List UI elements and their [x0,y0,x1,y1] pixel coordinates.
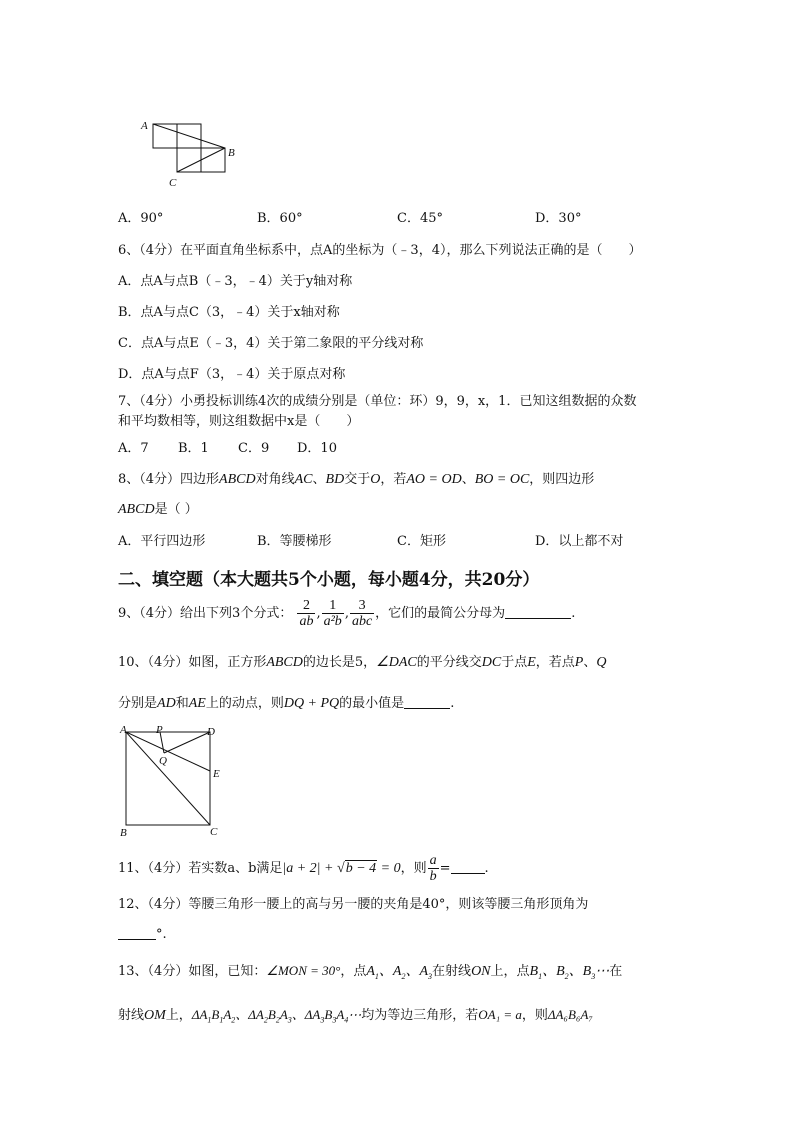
answer-blank[interactable] [118,927,156,940]
q13-line1: 13、（4分）如图，已知：∠MON = 30°，点$A_1$、$A_2$、$A_3$在射线ON上，点$B_1$、$B_2$、$B_3\cdots$在 [118,963,623,981]
answer-blank[interactable] [451,861,485,874]
q5-option-c: C．45° [397,211,443,226]
q10-line1: 10、（4分）如图，正方形ABCD的边长是5，∠DAC的平分线交DC于点E，若点P、Q [118,655,607,670]
condition-expression: |a + 2| + √b − 4 = 0 [282,861,401,876]
q5-option-a: A．90° [118,211,164,226]
q10-line2: 分别是AD和AE上的动点，则DQ + PQ的最小值是 . [118,696,455,711]
label-c: C [210,826,218,838]
fraction-a-b: $\frac{a}{b}$ [429,853,437,884]
section-heading-fill-in: 二、填空题（本大题共5个小题，每小题4分，共20分） [118,570,540,590]
q9: 9、（4分）给出下列3个分式： $\frac{2}{ab}$ , $\frac{1}{\text{a²b}}$ , $\frac{3}{\text{abc}}$ ，它们的最简公分母为 . [118,598,576,629]
q7-line1: 7、（4分）小勇投标训练4次的成绩分别是（单位：环）9，9，x，1．已知这组数据的众数 [118,394,637,409]
segment-qd [164,732,210,753]
q7-option-c: C．9 [238,441,270,456]
q5-option-b: B．60° [257,211,303,226]
q12-line2: °. [118,927,167,942]
label-p: P [156,724,163,736]
q8-line1: 8、（4分）四边形ABCD对角线AC、BD交于O，若AO = OD、BO = OC，则四边形 [118,472,595,487]
q6-option-a: A．点A与点B（﹣3，﹣4）关于y轴对称 [118,274,353,289]
fraction-3-abc: $\frac{3}{\text{abc}}$ [351,598,373,629]
q7-line2: 和平均数相等，则这组数据中x是（ ） [118,414,360,429]
segment-ab [153,124,225,148]
q8-option-a: A．平行四边形 [118,534,206,549]
q7-option-d: D．10 [297,441,337,456]
q8-option-c: C．矩形 [397,534,446,549]
q8-option-d: D．以上都不对 [535,534,624,549]
q8-line2: ABCD是（ ） [118,502,198,517]
figure-grid-abc [135,118,245,193]
figure-square-abcd [112,722,232,844]
answer-blank[interactable] [505,606,571,619]
diagonal-ac [126,732,210,825]
q11: 11、（4分）若实数a、b满足|a + 2| + √b − 4 = 0，则 $\frac{a}{b}$ = . [118,853,489,884]
label-a: A [120,724,127,736]
q6-option-c: C．点A与点E（﹣3，4）关于第二象限的平分线对称 [118,336,424,351]
q13-line2: 射线OM上，$\Delta A_1B_1A_2$、$\Delta A_2B_2A_3$、$\Delta A_3B_3A_4\cdots$均为等边三角形，若OA₁ = a，则ΔA₆B₆A₇ [118,1007,593,1025]
q8-option-b: B．等腰梯形 [257,534,332,549]
answer-blank[interactable] [404,696,450,709]
q12-line1: 12、（4分）等腰三角形一腰上的高与另一腰的夹角是40°，则该等腰三角形顶角为 [118,897,589,912]
label-b: B [228,147,235,159]
fraction-2-ab: $\frac{2}{ab}$ [299,598,314,629]
q7-option-b: B．1 [178,441,209,456]
label-a: A [141,120,148,132]
q6-option-d: D．点A与点F（3，﹣4）关于原点对称 [118,367,346,382]
label-b: B [120,827,127,839]
fraction-1-a2b: $\frac{1}{\text{a²b}}$ [323,598,342,629]
label-e: E [213,768,220,780]
q7-option-a: A．7 [118,441,149,456]
label-c: C [169,177,177,189]
q6-option-b: B．点A与点C（3，﹣4）关于x轴对称 [118,305,340,320]
q6-stem: 6、（4分）在平面直角坐标系中，点A的坐标为（﹣3，4），那么下列说法正确的是（ ） [118,243,642,258]
q5-option-d: D．30° [535,211,582,226]
label-q: Q [159,755,167,767]
label-d: D [207,726,215,738]
